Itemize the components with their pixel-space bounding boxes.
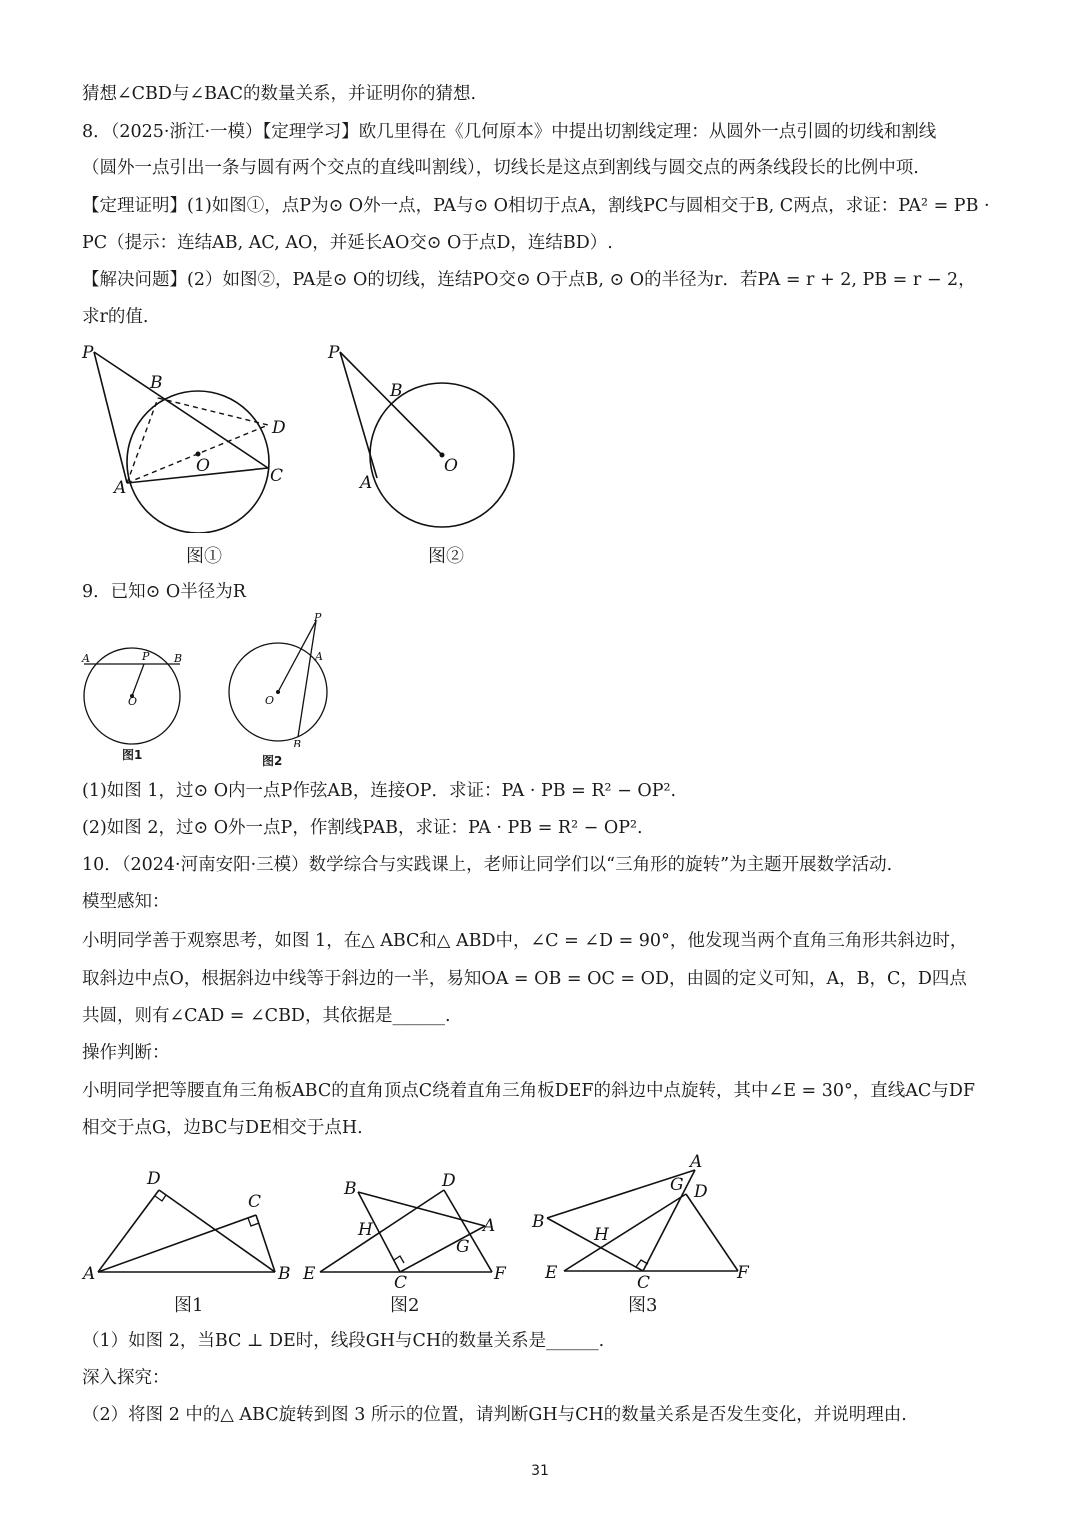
label-A: A bbox=[483, 1216, 496, 1236]
problem-8-line-5: 【解决问题】(2）如图②，PA是⊙ O的切线，连结PO交⊙ O于点B, ⊙ O的半径为r．若PA = r + 2, PB = r − 2， bbox=[82, 270, 976, 290]
problem-10-line-10: 深入探究： bbox=[82, 1368, 170, 1388]
label-F: F bbox=[737, 1263, 749, 1283]
label-O: O bbox=[196, 456, 210, 476]
label-B: B bbox=[293, 738, 302, 747]
problem-8-line-2: （圆外一点引出一条与圆有两个交点的直线叫割线），切线长是这点到割线与圆交点的两条线段长的比例中项. bbox=[82, 158, 919, 178]
label-P: P bbox=[142, 650, 150, 663]
label-A: A bbox=[360, 473, 373, 493]
label-B: B bbox=[150, 373, 163, 393]
label-A: A bbox=[690, 1152, 703, 1172]
figure-10-1-caption: 图1 bbox=[174, 1295, 204, 1316]
problem-8-line-4: PC（提示：连结AB, AC, AO，并延长AO交⊙ O于点D，连结BD）. bbox=[82, 233, 613, 253]
figure-9-2 bbox=[225, 612, 340, 747]
label-H: H bbox=[594, 1225, 609, 1245]
figure-10-3-caption: 图3 bbox=[628, 1295, 658, 1316]
figure-9-2-caption: 图2 bbox=[262, 754, 283, 768]
page-number: 31 bbox=[531, 1463, 549, 1479]
label-D: D bbox=[272, 418, 286, 438]
label-B: B bbox=[344, 1179, 357, 1199]
problem-10-line-2: 模型感知： bbox=[82, 892, 170, 912]
label-C: C bbox=[270, 466, 284, 486]
label-P: P bbox=[314, 612, 322, 624]
figure-10-2 bbox=[300, 1168, 515, 1293]
problem-10-line-7: 小明同学把等腰直角三角板ABC的直角顶点C绕着直角三角板DEF的斜边中点旋转，其中∠E = 30°，直线AC与DF bbox=[82, 1081, 975, 1101]
label-G: G bbox=[456, 1237, 470, 1257]
label-O: O bbox=[128, 695, 138, 708]
figure-8-1 bbox=[80, 338, 300, 533]
label-D: D bbox=[442, 1171, 456, 1191]
label-B: B bbox=[278, 1264, 291, 1284]
label-A: A bbox=[82, 652, 90, 665]
problem-10-line-11: （2）将图 2 中的△ ABC旋转到图 3 所示的位置，请判断GH与CH的数量关系是否发生变化，并说明理由. bbox=[82, 1405, 907, 1425]
problem-10-line-9: （1）如图 2，当BC ⊥ DE时，线段GH与CH的数量关系是______. bbox=[82, 1331, 605, 1351]
label-A: A bbox=[114, 478, 127, 498]
label-H: H bbox=[358, 1220, 373, 1240]
label-G: G bbox=[670, 1175, 684, 1195]
label-O: O bbox=[265, 694, 275, 707]
figure-10-1 bbox=[80, 1162, 300, 1287]
problem-10-line-4: 取斜边中点O，根据斜边中线等于斜边的一半，易知OA = OB = OC = OD，由圆的定义可知，A，B，C，D四点 bbox=[82, 969, 967, 989]
label-B: B bbox=[532, 1212, 545, 1232]
problem-10-line-6: 操作判断： bbox=[82, 1043, 170, 1063]
figure-10-2-caption: 图2 bbox=[390, 1295, 420, 1316]
label-A: A bbox=[315, 650, 323, 663]
label-O: O bbox=[444, 456, 458, 476]
label-F: F bbox=[494, 1264, 506, 1284]
label-C: C bbox=[637, 1273, 651, 1293]
problem-10-line-3: 小明同学善于观察思考，如图 1，在△ ABC和△ ABD中，∠C = ∠D = 90°，他发现当两个直角三角形共斜边时， bbox=[82, 931, 968, 951]
label-P: P bbox=[328, 343, 340, 363]
label-D: D bbox=[147, 1169, 161, 1189]
label-D: D bbox=[694, 1182, 708, 1202]
problem-8-line-6: 求r的值. bbox=[82, 307, 149, 327]
label-E: E bbox=[545, 1263, 558, 1283]
problem-8-line-3: 【定理证明】(1)如图①，点P为⊙ O外一点，PA与⊙ O相切于点A，割线PC与圆相交于B, C两点，求证：PA² = PB · bbox=[82, 196, 990, 216]
label-C: C bbox=[394, 1273, 408, 1293]
figure-8-2-caption: 图② bbox=[428, 546, 464, 567]
problem-8-line-1: 8．（2025·浙江·一模）【定理学习】欧几里得在《几何原本》中提出切割线定理：从圆外一点引圆的切线和割线 bbox=[82, 122, 937, 142]
problem-10-line-1: 10．（2024·河南安阳·三模）数学综合与实践课上，老师让同学们以“三角形的旋转”为主题开展数学活动. bbox=[82, 855, 893, 875]
figure-9-1 bbox=[80, 640, 190, 745]
problem-10-line-8: 相交于点G，边BC与DE相交于点H. bbox=[82, 1118, 363, 1138]
label-C: C bbox=[248, 1192, 262, 1212]
problem-9-line-2: (1)如图 1，过⊙ O内一点P作弦AB，连接OP．求证：PA · PB = R² − OP². bbox=[82, 781, 677, 801]
figure-9-1-caption: 图1 bbox=[122, 748, 143, 762]
label-P: P bbox=[82, 343, 94, 363]
figure-10-3 bbox=[530, 1148, 755, 1293]
label-B: B bbox=[390, 381, 403, 401]
label-A: A bbox=[83, 1264, 96, 1284]
label-E: E bbox=[303, 1264, 316, 1284]
figure-8-1-caption: 图① bbox=[186, 546, 222, 567]
problem-10-line-5: 共圆，则有∠CAD = ∠CBD，其依据是______. bbox=[82, 1006, 451, 1026]
text-line-1: 猜想∠CBD与∠BAC的数量关系，并证明你的猜想. bbox=[82, 84, 477, 104]
label-B: B bbox=[174, 652, 183, 665]
figure-8-2 bbox=[322, 338, 522, 528]
problem-9-line-1: 9．已知⊙ O半径为R bbox=[82, 582, 246, 602]
problem-9-line-3: (2)如图 2，过⊙ O外一点P，作割线PAB，求证：PA · PB = R² − OP². bbox=[82, 818, 643, 838]
